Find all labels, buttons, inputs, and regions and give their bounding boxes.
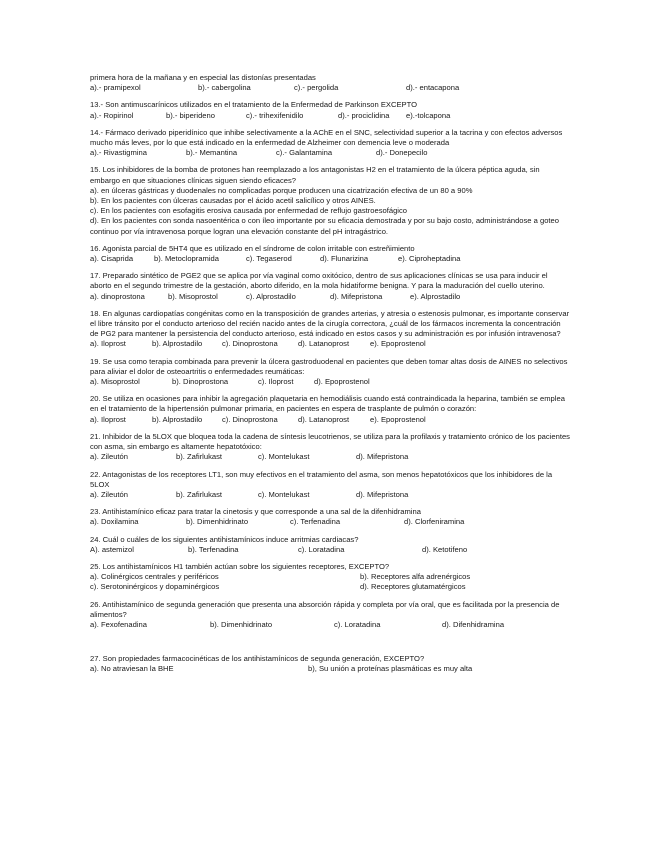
question-24 — [90, 535, 570, 555]
question-text: 14.- Fármaco derivado piperidínico que inhibe selectivamente a la AChE en el SNC, selectividad superior a la tacrina y con efectos adversos mucho más leves, por lo que está indicado en la enfermedad de Alzheimer con demencia leve o moderada — [90, 127, 563, 148]
option-d: d). Difenhidramina — [442, 619, 505, 629]
question-text: 25. Los antihistamínicos H1 también actúan sobre los siguientes receptores, EXCEPTO? — [90, 561, 390, 571]
option-c: c). Alprostadilo — [246, 291, 296, 301]
option-d: d). Latanoprost — [298, 339, 350, 349]
question-16 — [90, 244, 570, 264]
options-row — [90, 490, 570, 500]
option-c: c). Montelukast — [258, 489, 310, 499]
options-row — [90, 582, 570, 592]
option-e: e). Epoprostenol — [370, 339, 426, 349]
question-21 — [90, 432, 570, 463]
option-c: c).- Galantamina — [276, 148, 333, 158]
question-text: 20. Se utiliza en ocasiones para inhibir la agregación plaquetaria en hemodiálisis cuando está contraindicada la heparina, también se emplea en el tratamiento de la hipertensión pulmonar primaria, en pacientes en espera de trasplante de pulmón o corazón: — [90, 394, 565, 414]
options-row — [90, 111, 570, 121]
question-27 — [90, 654, 570, 674]
question-text: 27. Son propiedades farmacocinéticas de los antihistamínicos de segunda generación, EXCEPTO? — [90, 654, 425, 664]
question-14 — [90, 128, 570, 159]
question-text: 23. Antihistamínico eficaz para tratar la cinetosis y que corresponde a una sal de la difenhidramina — [90, 507, 421, 517]
option-c: c). Dinoprostona — [222, 414, 278, 424]
question-22 — [90, 470, 570, 501]
options-row — [90, 254, 570, 264]
spacer — [90, 637, 570, 654]
question-19 — [90, 357, 570, 388]
question-text: 21. Inhibidor de la 5LOX que bloquea toda la cadena de síntesis leucotrienos, se utiliza para la profilaxis y tratamiento crónico de los pacientes con asma, sin embargo es altamente hepatotóxico: — [90, 431, 570, 452]
option-b: b).- biperideno — [166, 110, 215, 120]
option-c: c). Montelukast — [258, 452, 310, 462]
option-e: e). Epoprostenol — [370, 414, 426, 424]
option-a: a). en úlceras gástricas y duodenales no complicadas porque producen una cicatrización efectiva de un 80 a 90% — [90, 185, 473, 195]
question-text: 26. Antihistamínico de segunda generación que presenta una absorción rápida y completa por vía oral, que es facilitada por la presencia de alimentos? — [90, 599, 560, 619]
option-d: d). Mifepristona — [356, 452, 409, 462]
option-b: b). En los pacientes con úlceras causadas por el ácido acetil salicílico y otros AINES. — [90, 196, 376, 206]
question-12 — [90, 73, 570, 93]
option-b: b). Dimenhidrinato — [186, 517, 249, 527]
question-text: 19. Se usa como terapia combinada para prevenir la úlcera gastroduodenal en pacientes que deben tomar altas dosis de AINES no selectivos para aliviar el dolor de osteoartritis o enfermedades reumáticas: — [90, 356, 568, 376]
question-text: 16. Agonista parcial de 5HT4 que es utilizado en el síndrome de colon irritable con estreñimiento — [90, 243, 415, 253]
option-c: c). Iloprost — [258, 377, 294, 387]
option-c: c). Terfenadina — [290, 517, 341, 527]
option-b: b). Receptores alfa adrenérgicos — [360, 572, 471, 582]
options-row — [90, 572, 570, 582]
option-a: a). Misoprostol — [90, 377, 140, 387]
option-a: a).- pramipexol — [90, 83, 141, 93]
option-e: e). Alprostadilo — [410, 291, 461, 301]
options-row — [90, 545, 570, 555]
question-23 — [90, 507, 570, 527]
option-a: a). Doxilamina — [90, 517, 139, 527]
option-a: a). Zileutón — [90, 452, 128, 462]
question-15 — [90, 165, 570, 236]
option-b: b). Alprostadilo — [152, 339, 203, 349]
option-d: d). Clorfeniramina — [404, 517, 465, 527]
question-text: 22. Antagonistas de los receptores LT1, son muy efectivos en el tratamiento del asma, son menos hepatotóxicos que los inhibidores de la 5LOX — [90, 469, 553, 489]
options-row — [90, 377, 570, 387]
option-d: d). Mifepristona — [330, 291, 383, 301]
options-row — [90, 452, 570, 462]
option-b: b). Alprostadilo — [152, 414, 203, 424]
question-13 — [90, 100, 570, 120]
question-18 — [90, 309, 570, 350]
option-c: c). Dinoprostona — [222, 339, 278, 349]
option-b: b).- cabergolina — [198, 83, 251, 93]
option-d: d). Flunarizina — [320, 254, 369, 264]
option-d: d).- Donepecilo — [376, 148, 428, 158]
option-a: a).- Rivastigmina — [90, 148, 147, 158]
options-row — [90, 415, 570, 425]
option-c: c).- pergolida — [294, 83, 339, 93]
options-row — [90, 292, 570, 302]
option-d: d). Mifepristona — [356, 489, 409, 499]
option-e: e).-tolcapona — [406, 110, 451, 120]
option-b: b). Dimenhidrinato — [210, 619, 273, 629]
option-a: a). Colinérgicos centrales y periféricos — [90, 572, 219, 582]
question-26 — [90, 600, 570, 631]
option-c: c). Tegaserod — [246, 254, 292, 264]
question-25 — [90, 562, 570, 593]
question-20 — [90, 394, 570, 425]
option-d: d).- prociclidina — [338, 110, 390, 120]
option-d: d). Epoprostenol — [314, 377, 370, 387]
options-row — [90, 148, 570, 158]
document-page — [90, 73, 570, 682]
option-b: b). Zafirlukast — [176, 452, 222, 462]
option-b: b). Metoclopramida — [154, 254, 219, 264]
question-text: 15. Los inhibidores de la bomba de protones han reemplazado a los antagonistas H2 en el tratamiento de la úlcera péptica aguda, sin embargo en que situaciones clínicas siguen siendo eficaces? — [90, 165, 540, 185]
option-a: a). dinoprostona — [90, 291, 145, 301]
options-row — [90, 664, 570, 674]
option-d: d). En los pacientes con sonda nasoentérica o con íleo importante por su eficacia demostrada y por su bajo costo, administrándose a goteo continuo por vía intravenosa porque logran una elevación constante del pH intragástrico. — [90, 216, 559, 236]
option-a: a). Cisaprida — [90, 254, 134, 264]
question-text: primera hora de la mañana y en especial las distonías presentadas — [90, 73, 316, 82]
option-d: d). Latanoprost — [298, 414, 350, 424]
question-17 — [90, 271, 570, 302]
option-a: a). Zileutón — [90, 489, 128, 499]
option-a: a). No atraviesan la BHE — [90, 664, 174, 674]
option-c: c). En los pacientes con esofagitis erosiva causada por enfermedad de reflujo gastroesofágico — [90, 206, 408, 216]
option-a: A). astemizol — [90, 544, 134, 554]
option-c: c). Serotoninérgicos y dopaminérgicos — [90, 582, 220, 592]
question-text: 18. En algunas cardiopatías congénitas como en la transposición de grandes arterias, y atresia o estenosis pulmonar, es importante conservar el libre tránsito por el conducto arterioso del recién nacido antes de la cirugía correctora, ¿cuál de los fármacos incrementa la concentración de PG2 para mantener la persistencia del conducto arterioso, está indicado en estos casos y su administración es por infusión intravenosa? — [90, 308, 570, 339]
option-d: d). Ketotifeno — [422, 544, 468, 554]
option-a: a).- Ropirinol — [90, 110, 134, 120]
option-b: b). Terfenadina — [188, 544, 239, 554]
option-b: b). Misoprostol — [168, 291, 218, 301]
question-text: 17. Preparado sintético de PGE2 que se aplica por vía vaginal como oxitócico, dentro de sus aplicaciones clínicas se usa para inducir el aborto en el segundo trimestre de la gestación, aborto diferido, en la mola hidatiforme benigna. Y para la maduración del cuello uterino. — [90, 271, 548, 291]
option-a: a). Iloprost — [90, 414, 126, 424]
option-a: a). Iloprost — [90, 339, 126, 349]
options-row — [90, 620, 570, 630]
question-text: 24. Cuál o cuáles de los siguientes antihistamínicos induce arritmias cardiacas? — [90, 534, 359, 544]
question-text: 13.- Son antimuscarínicos utilizados en el tratamiento de la Enfermedad de Parkinson EXCEPTO — [90, 100, 417, 110]
option-d: d).- entacapona — [406, 83, 460, 93]
option-b: b). Dinoprostona — [172, 377, 229, 387]
options-row — [90, 517, 570, 527]
option-a: a). Fexofenadina — [90, 619, 147, 629]
option-e: e). Ciproheptadina — [398, 254, 461, 264]
options-row — [90, 83, 570, 93]
option-c: c). Loratadina — [298, 544, 345, 554]
option-b: b). Zafirlukast — [176, 489, 222, 499]
option-b: b), Su unión a proteínas plasmáticas es muy alta — [308, 664, 473, 674]
options-row — [90, 339, 570, 349]
option-c: c). Loratadina — [334, 619, 381, 629]
option-b: b).- Memantina — [186, 148, 238, 158]
option-c: c).- trihexifenidilo — [246, 110, 304, 120]
option-d: d). Receptores glutamatérgicos — [360, 582, 466, 592]
